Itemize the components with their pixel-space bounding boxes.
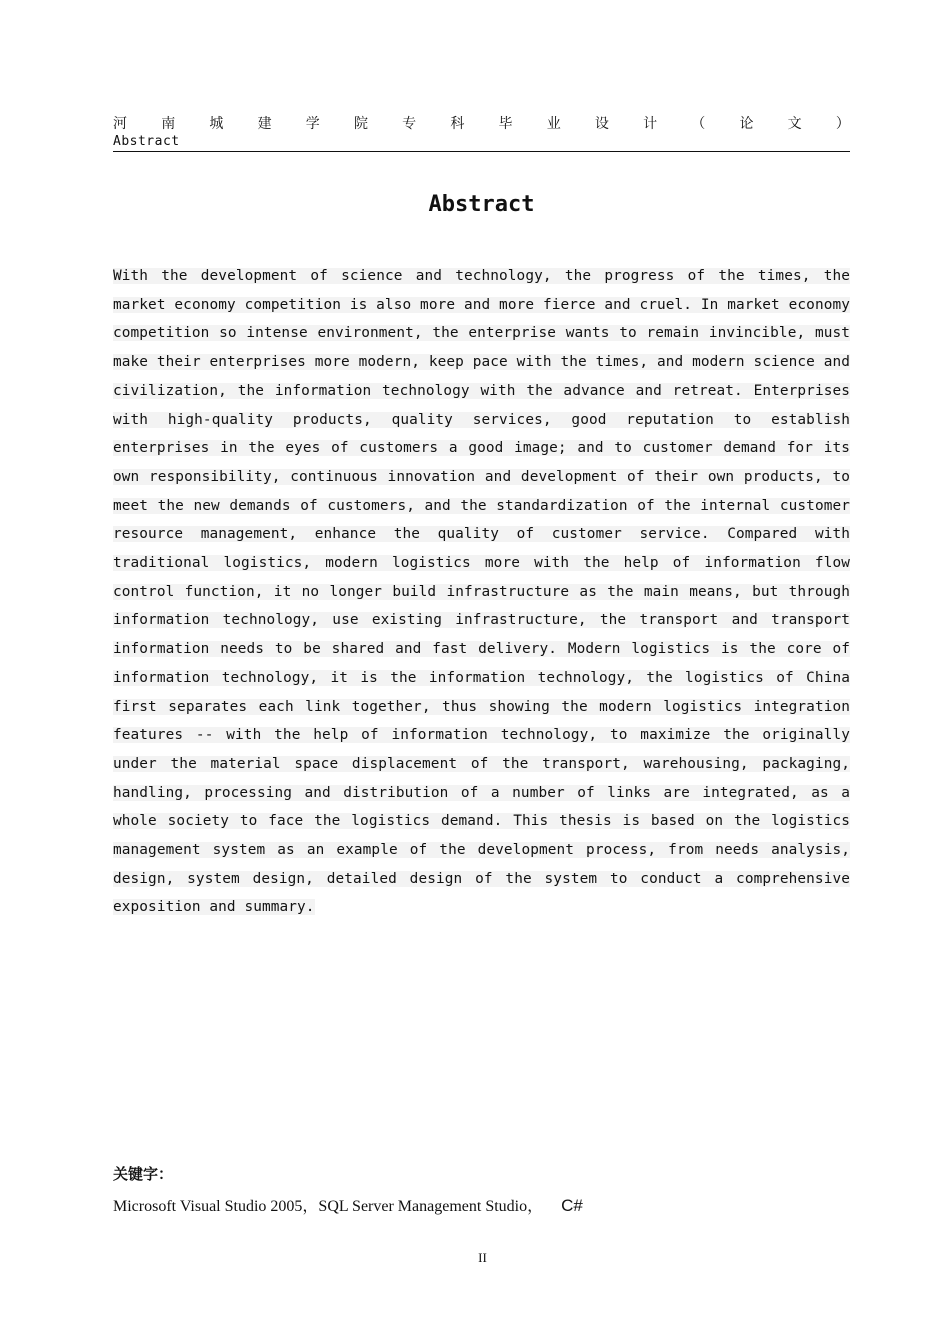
keywords-text: Microsoft Visual Studio 2005，SQL Server Management Studio， [113, 1198, 544, 1215]
header-char: 科 [450, 116, 465, 132]
keyword-language: C# [561, 1196, 583, 1215]
header-char: 毕 [498, 116, 513, 132]
header-char: 院 [353, 116, 368, 132]
header-char: ） [835, 116, 850, 132]
abstract-body [113, 262, 850, 922]
header-char: （ [691, 116, 706, 132]
header-char: 学 [305, 116, 320, 132]
header-char: 南 [161, 116, 176, 132]
page-header [113, 114, 850, 152]
header-section-label: Abstract [113, 134, 180, 149]
abstract-heading: Abstract [428, 192, 535, 217]
header-char: 设 [594, 116, 609, 132]
header-char: 论 [739, 116, 754, 132]
header-char: 专 [402, 116, 417, 132]
page-number: II [478, 1250, 487, 1265]
header-char: 计 [643, 116, 658, 132]
header-char: 城 [209, 116, 224, 132]
keywords-list [113, 1195, 583, 1218]
header-char: 河 [113, 116, 127, 132]
header-title [113, 114, 850, 134]
header-char: 建 [257, 116, 272, 132]
header-char: 文 [787, 116, 802, 132]
keywords-label: 关键字： [113, 1165, 174, 1183]
header-char: 业 [546, 116, 561, 132]
abstract-paragraph: With the development of science and technology, the progress of the times, the market economy competition is also more and more fierce and cruel. In market economy competition so intense environment, the enterprise wants to remain invincible, must make their enterprises more modern, keep pace with the times, and modern science and civilization, the information technology with the advance and retreat. Enterprises with high-quality products, quality services, good reputation to establish enterprises in the eyes of customers a good image; and to customer demand for its own responsibility, continuous innovation and development of their own products, to meet the new demands of customers, and the standardization of the internal customer resource management, enhance the quality of customer service. Compared with traditional logistics, modern logistics more with the help of information flow control function, it no longer build infrastructure as the main means, but through information technology, use existing infrastructure, the transport and transport information needs to be shared and fast delivery. Modern logistics is the core of information technology, it is the information technology, the logistics of China first separates each link together, thus showing the modern logistics integration features -- with the help of information technology, to maximize the originally under the material space displacement of the transport, warehousing, packaging, handling, processing and distribution of a number of links are integrated, as a whole society to face the logistics demand. This thesis is based on the logistics management system as an example of the development process, from needs analysis, design, system design, detailed design of the system to conduct a comprehensive exposition and summary. [113, 268, 850, 916]
